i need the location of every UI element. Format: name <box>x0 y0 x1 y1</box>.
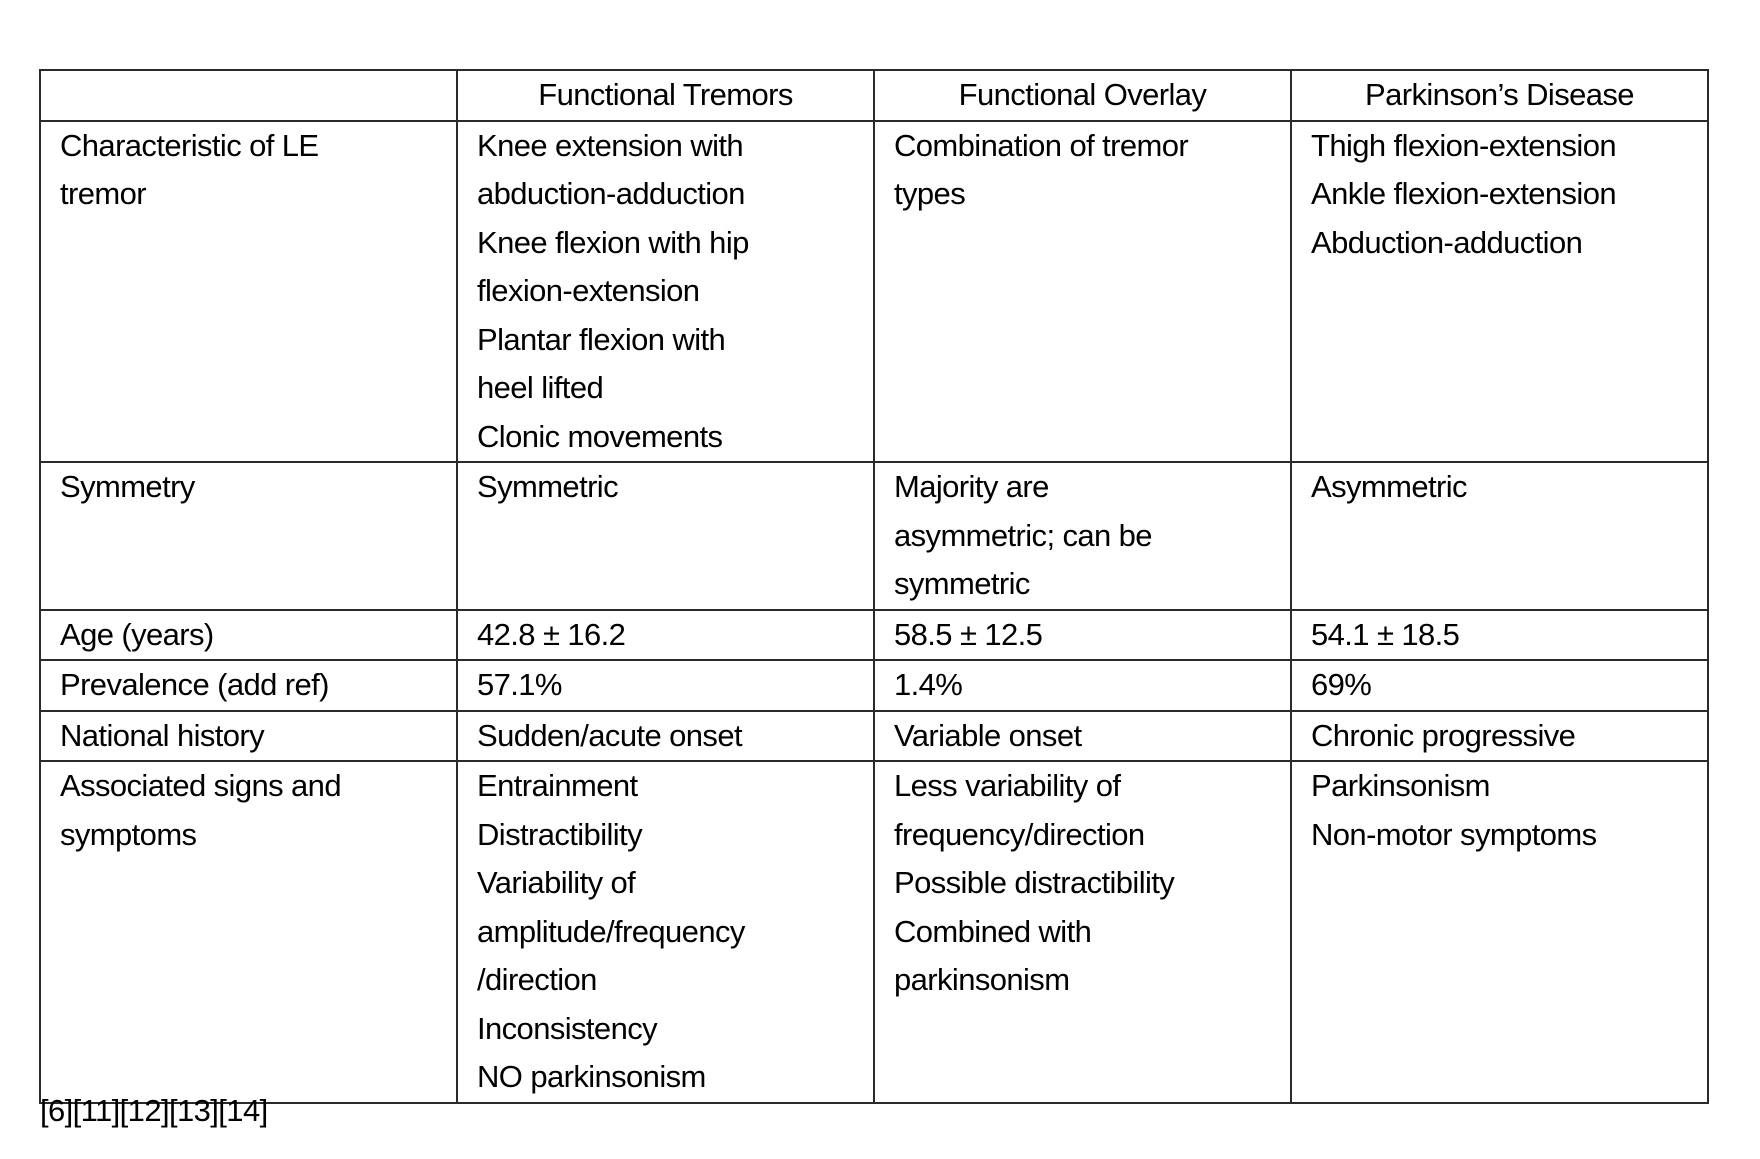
cell-line: Sudden/acute onset <box>477 717 742 753</box>
cell-functional-tremors <box>457 761 874 1103</box>
row-natural-history <box>40 711 1708 762</box>
cell-line: amplitude/frequency <box>477 913 745 949</box>
cell-line: frequency/direction <box>894 816 1145 852</box>
row-associated-signs <box>40 761 1708 1103</box>
cell-line: symmetric <box>894 566 1030 601</box>
cell-line: Distractibility <box>477 816 642 852</box>
cell-line: Variability of <box>477 865 636 900</box>
cell-line: Characteristic of LE <box>60 127 319 163</box>
cell-line: Variable onset <box>894 717 1082 753</box>
cell-line: Less variability of <box>894 768 1121 803</box>
row-age <box>40 610 1708 661</box>
cell-functional-overlay <box>874 660 1291 711</box>
cell-line: Combination of tremor <box>894 127 1189 163</box>
cell-functional-tremors <box>457 711 874 762</box>
cell-line: asymmetric; can be <box>894 517 1152 553</box>
cell-label <box>40 761 457 1103</box>
cell-line: /direction <box>477 962 597 997</box>
header-functional-overlay: Functional Overlay <box>874 70 1291 121</box>
cell-line: Symmetric <box>477 469 618 504</box>
cell-line: abduction-adduction <box>477 176 745 211</box>
cell-line: heel lifted <box>477 370 604 405</box>
cell-functional-tremors <box>457 121 874 463</box>
cell-label <box>40 660 457 711</box>
cell-line: Prevalence (add ref) <box>60 667 329 702</box>
header-cell-empty <box>40 70 457 121</box>
row-prevalence <box>40 660 1708 711</box>
comparison-table <box>39 69 1709 1104</box>
cell-line: Chronic progressive <box>1311 717 1576 753</box>
cell-parkinsons-disease <box>1291 462 1708 610</box>
cell-functional-tremors <box>457 610 874 661</box>
header-functional-tremors: Functional Tremors <box>457 70 874 121</box>
cell-line: Majority are <box>894 469 1049 504</box>
cell-line: Abduction-adduction <box>1311 224 1583 260</box>
cell-line: tremor <box>60 176 146 211</box>
cell-label <box>40 121 457 463</box>
cell-line: Non-motor symptoms <box>1311 816 1597 852</box>
cell-functional-overlay <box>874 761 1291 1103</box>
cell-line: Symmetry <box>60 469 195 504</box>
cell-line: symptoms <box>60 816 197 852</box>
cell-line: parkinsonism <box>894 962 1070 997</box>
cell-functional-overlay <box>874 711 1291 762</box>
cell-line: National history <box>60 717 265 753</box>
cell-functional-tremors <box>457 462 874 610</box>
cell-functional-overlay <box>874 121 1291 463</box>
cell-line: Age (years) <box>60 616 214 652</box>
cell-functional-overlay <box>874 462 1291 610</box>
cell-line: NO parkinsonism <box>477 1059 706 1094</box>
cell-parkinsons-disease <box>1291 711 1708 762</box>
cell-functional-tremors <box>457 660 874 711</box>
cell-label <box>40 462 457 610</box>
cell-line: Knee extension with <box>477 127 744 163</box>
cell-label <box>40 610 457 661</box>
cell-line: Clonic movements <box>477 418 723 454</box>
cell-line: Parkinsonism <box>1311 768 1490 803</box>
cell-line: types <box>894 176 966 211</box>
cell-line: Possible distractibility <box>894 865 1175 900</box>
cell-line: Inconsistency <box>477 1010 658 1046</box>
cell-line: Combined with <box>894 913 1092 949</box>
row-characteristic <box>40 121 1708 463</box>
header-row <box>40 70 1708 121</box>
cell-line: Thigh flexion-extension <box>1311 127 1616 163</box>
header-parkinsons-disease: Parkinson’s Disease <box>1291 70 1708 121</box>
cell-line: 57.1% <box>477 667 562 702</box>
cell-line: 54.1 ± 18.5 <box>1311 616 1460 652</box>
cell-functional-overlay <box>874 610 1291 661</box>
cell-line: 58.5 ± 12.5 <box>894 616 1043 652</box>
cell-line: 1.4% <box>894 667 963 702</box>
cell-line: Ankle flexion-extension <box>1311 176 1616 211</box>
cell-parkinsons-disease <box>1291 610 1708 661</box>
cell-parkinsons-disease <box>1291 660 1708 711</box>
cell-label <box>40 711 457 762</box>
cell-line: Plantar flexion with <box>477 321 726 357</box>
cell-parkinsons-disease <box>1291 761 1708 1103</box>
cell-line: Asymmetric <box>1311 469 1467 504</box>
cell-line: Associated signs and <box>60 768 341 803</box>
cell-line: 42.8 ± 16.2 <box>477 616 626 652</box>
row-symmetry <box>40 462 1708 610</box>
cell-line: flexion-extension <box>477 273 700 308</box>
cell-line: Entrainment <box>477 768 638 803</box>
cell-parkinsons-disease <box>1291 121 1708 463</box>
references: [6][11][12][13][14] <box>40 1093 268 1128</box>
cell-line: 69% <box>1311 667 1372 702</box>
cell-line: Knee flexion with hip <box>477 224 749 260</box>
